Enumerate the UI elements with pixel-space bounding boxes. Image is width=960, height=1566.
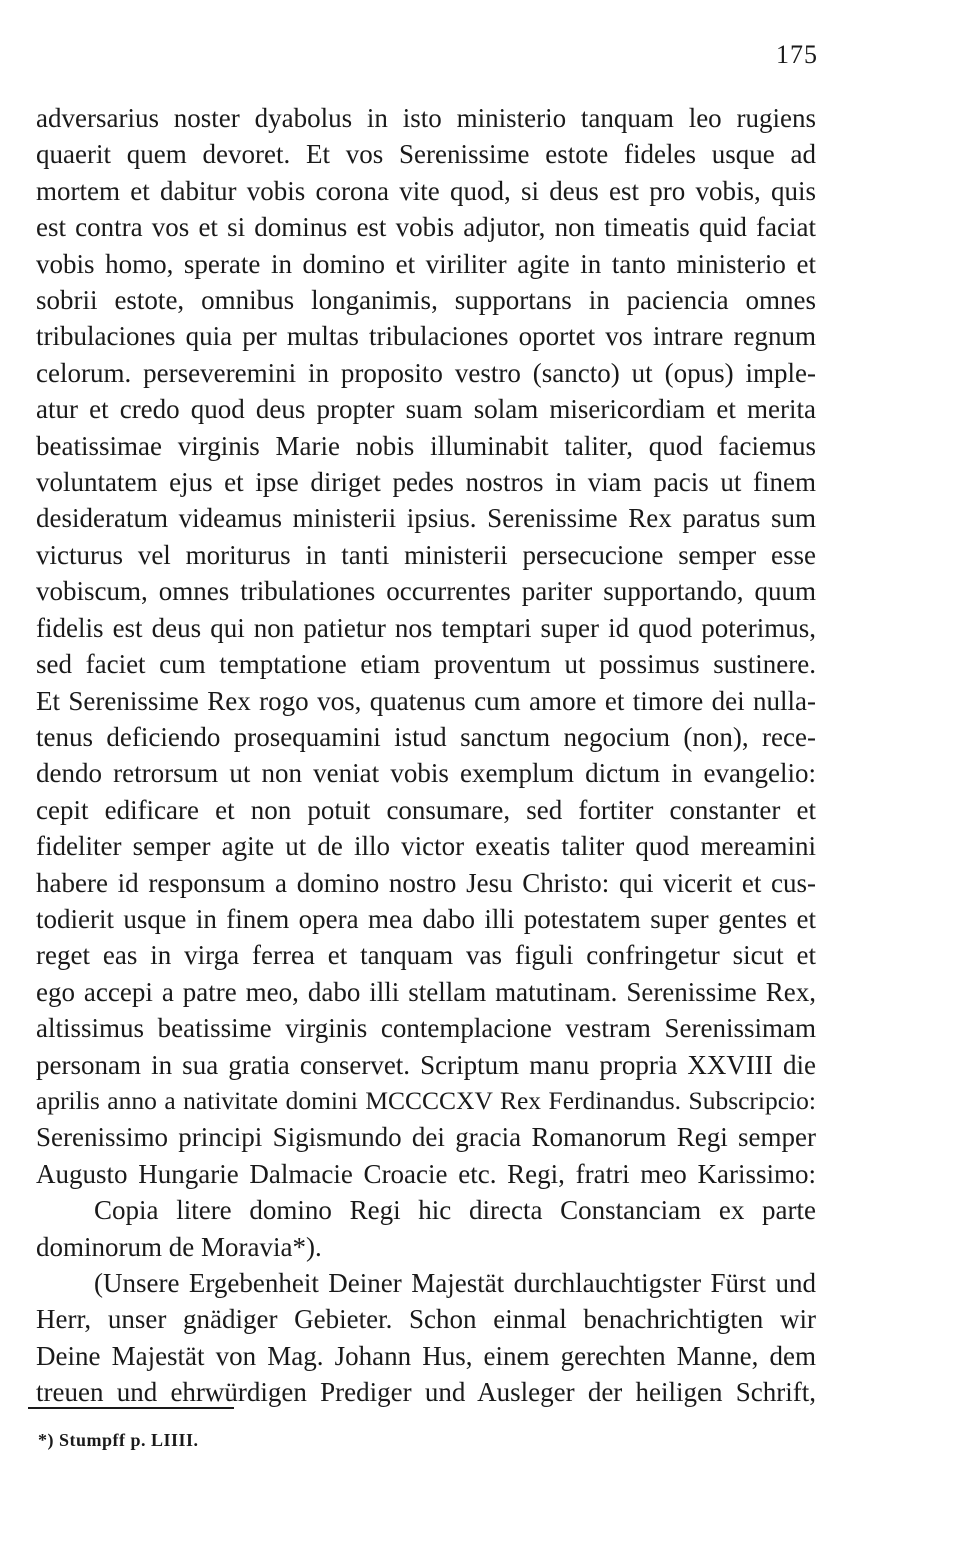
text-line: habere id responsum a domino nostro Jesu Christo: qui vicerit et cus- [36, 867, 816, 898]
text-line: vobiscum, omnes tribulationes occurrentes pariter supportando, quum [36, 576, 816, 607]
text-line: ego accepi a patre meo, dabo illi stellam matutinam. Serenissime Rex, [36, 976, 816, 1007]
text-line: fidelis est deus qui non patietur nos temptari super id quod poterimus, [36, 612, 816, 643]
text-line: reget eas in virga ferrea et tanquam vas figuli confringetur sicut et [36, 940, 816, 971]
text-line: desideratum videamus ministerii ipsius. Serenissime Rex paratus sum [36, 503, 816, 534]
text-line: tenus deficiendo prosequamini istud sanctum negocium (non), rece- [36, 721, 816, 752]
text-line: quaerit quem devoret. Et vos Serenissime estote fideles usque ad [36, 139, 816, 170]
text-line: dominorum de Moravia*). [36, 1231, 322, 1262]
text-line: personam in sua gratia conservet. Scriptum manu propria XXVIII die [36, 1049, 816, 1080]
text-line: tribulaciones quia per multas tribulaciones oportet vos intrare regnum [36, 321, 816, 352]
body-text [36, 100, 816, 1411]
text-line: celorum. perseveremini in proposito vestro (sancto) ut (opus) imple- [36, 357, 816, 388]
footnote: *) Stumpff p. LIIII. [38, 1430, 199, 1450]
text-line: sobrii estote, omnibus longanimis, supportans in paciencia omnes [36, 285, 816, 316]
text-line: sed faciet cum temptatione etiam proventum ut possimus sustinere. [36, 649, 816, 680]
text-line: Deine Majestät von Mag. Johann Hus, einem gerechten Manne, dem [36, 1340, 816, 1371]
text-line: altissimus beatissime virginis contemplacione vestram Serenissimam [36, 1013, 816, 1044]
text-line: adversarius noster dyabolus in isto ministerio tanquam leo rugiens [36, 103, 816, 133]
text-line: beatissimae virginis Marie nobis illuminabit taliter, quod faciemus [36, 430, 816, 461]
text-line: Herr, unser gnädiger Gebieter. Schon einmal benachrichtigten wir [36, 1304, 816, 1335]
text-line: aprilis anno a nativitate domini MCCCCXV Rex Ferdinandus. Subscripcio: [36, 1085, 816, 1115]
footnote-divider [28, 1407, 234, 1409]
text-line: (Unsere Ergebenheit Deiner Majestät durchlauchtigster Fürst und [94, 1268, 816, 1298]
text-line: mortem et dabitur vobis corona vite quod, si deus est pro vobis, quis [36, 175, 816, 206]
page-number: 175 [776, 40, 818, 69]
text-line: Serenissimo principi Sigismundo dei gracia Romanorum Regi semper [36, 1122, 816, 1153]
text-line: Augusto Hungarie Dalmacie Croacie etc. Regi, fratri meo Karissimo: [36, 1158, 816, 1189]
text-line: dendo retrorsum ut non veniat vobis exemplum dictum in evangelio: [36, 758, 816, 789]
text-line: est contra vos et si dominus est vobis adjutor, non timeatis quid faciat [36, 212, 816, 243]
text-line: victurus vel moriturus in tanti ministerii persecucione semper esse [36, 539, 816, 570]
text-line: cepit edificare et non potuit consumare, sed fortiter constanter et [36, 794, 816, 825]
text-line: vobis homo, sperate in domino et viriliter agite in tanto ministerio et [36, 248, 816, 279]
text-line: Copia litere domino Regi hic directa Constanciam ex parte [94, 1195, 816, 1226]
text-line: Et Serenissime Rex rogo vos, quatenus cum amore et timore dei nulla- [36, 685, 816, 716]
text-line: treuen und ehrwürdigen Prediger und Ausleger der heiligen Schrift, [36, 1377, 816, 1408]
text-line: atur et credo quod deus propter suam solam misericordiam et merita [36, 394, 816, 425]
text-line: fideliter semper agite ut de illo victor exeatis taliter quod mereamini [36, 831, 816, 862]
text-line: voluntatem ejus et ipse diriget pedes nostros in viam pacis ut finem [36, 467, 816, 498]
text-line: todierit usque in finem opera mea dabo illi potestatem super gentes et [36, 903, 816, 934]
